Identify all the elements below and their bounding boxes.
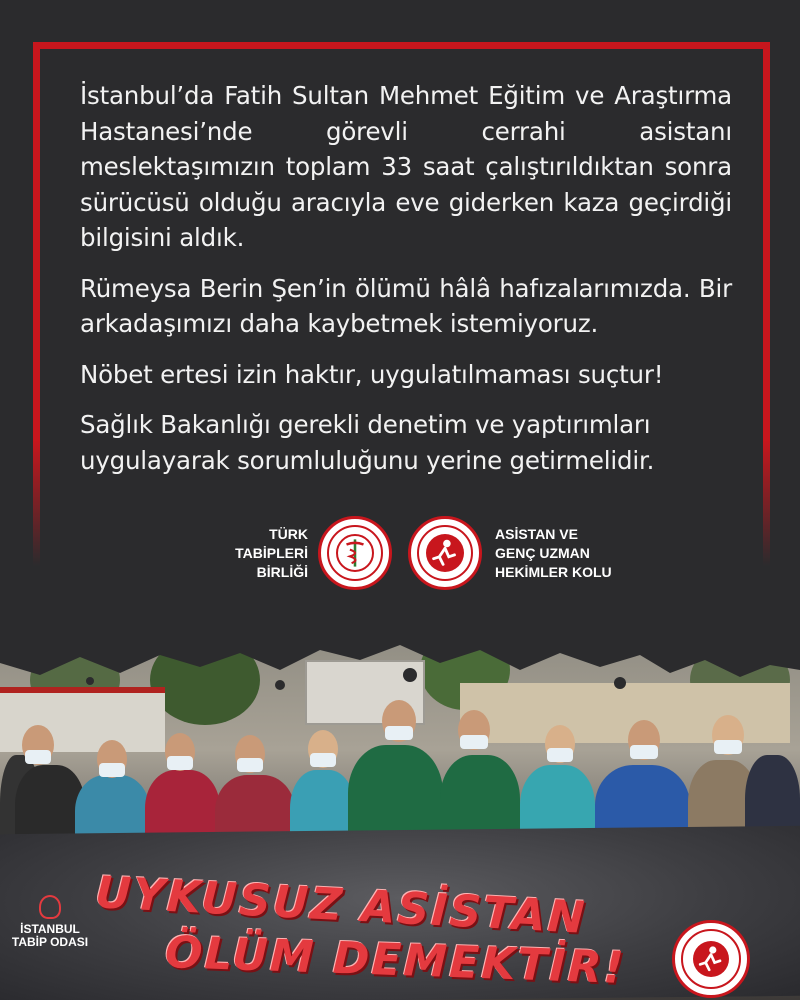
asistan-kolu-name-line: HEKİMLER KOLU (495, 564, 612, 580)
banner-slogan-line-2: ÖLÜM DEMEKTİR! (164, 926, 627, 995)
asistan-kolu-name-line: ASİSTAN VE (495, 526, 578, 542)
asistan-hekim-kolu-logo-icon (408, 516, 482, 590)
caduceus-icon (338, 536, 372, 570)
ttb-name-line: BİRLİĞİ (256, 564, 308, 580)
mask (237, 758, 263, 772)
ttb-name-line: TÜRK (269, 526, 308, 542)
runner-icon (426, 534, 464, 572)
mask (460, 735, 488, 749)
banner-slogan-line-1: UYKUSUZ ASİSTAN (94, 867, 588, 944)
paragraph-3: Nöbet ertesi izin haktır, uygulatılmaması suçtur! (80, 359, 664, 389)
mask (547, 748, 573, 762)
ttb-name-line: TABİPLERİ (235, 545, 308, 561)
ttb-name (220, 525, 308, 582)
runner-icon (693, 941, 729, 977)
frame-fade (762, 440, 771, 620)
paragraph-4: Sağlık Bakanlığı gerekli denetim ve yaptırımları uygulayarak sorumluluğunu yerine getirmelidir. (80, 410, 655, 475)
mask (385, 726, 413, 740)
ttb-logo-icon (318, 516, 392, 590)
paragraph-1: İstanbul’da Fatih Sultan Mehmet Eğitim ve Araştırma Hastanesi’nde görevli cerrahi asistanı meslektaşımızın toplam 33 saat çalıştırıldıktan sonra sürücüsü olduğu aracıyla eve giderken kaza geçirdiği bilgisini aldık. (80, 81, 732, 252)
asistan-kolu-badge-icon (672, 920, 750, 998)
mask (25, 750, 51, 764)
asistan-kolu-name-line: GENÇ UZMAN (495, 545, 590, 561)
logo-core (336, 534, 374, 572)
logo-core (693, 941, 729, 977)
mask (630, 745, 658, 759)
torn-edge (0, 615, 800, 705)
istanbul-tabip-odasi-emblem-icon (39, 895, 61, 919)
mask (99, 763, 125, 777)
paragraph-2: Rümeysa Berin Şen’in ölümü hâlâ hafızalarımızda. Bir arkadaşımızı daha kaybetmek istemiyoruz. (80, 273, 732, 338)
mask (714, 740, 742, 754)
logo-core (426, 534, 464, 572)
istanbul-tabip-odasi-logo (10, 895, 90, 949)
ito-name-line: İSTANBUL (20, 922, 80, 936)
ito-name-line: TABİP ODASI (11, 935, 89, 949)
statement-text (80, 78, 732, 493)
frame-fade (32, 440, 41, 620)
asistan-kolu-name (495, 525, 645, 582)
mask (310, 753, 336, 767)
mask (167, 756, 193, 770)
